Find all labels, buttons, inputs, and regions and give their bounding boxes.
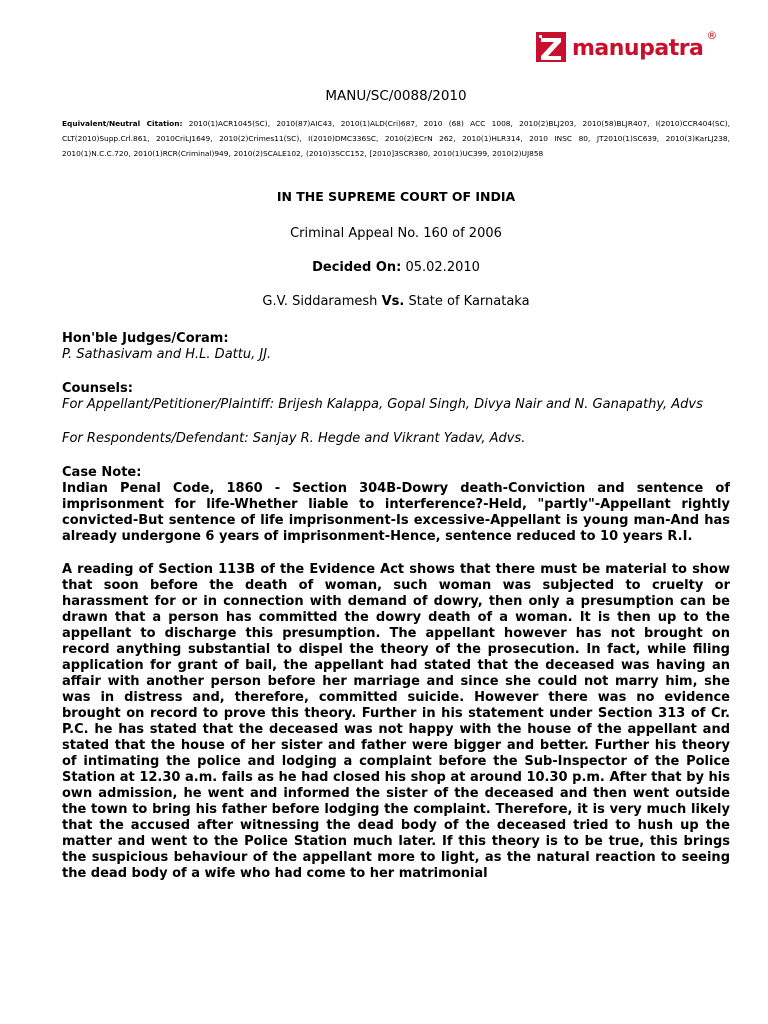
counsels-heading: Counsels: xyxy=(62,381,133,396)
decided-on xyxy=(62,260,730,275)
party-appellant: G.V. Siddaramesh xyxy=(262,294,378,309)
versus-label: Vs. xyxy=(381,294,405,309)
manu-citation-id: MANU/SC/0088/2010 xyxy=(325,88,467,104)
judges-names: P. Sathasivam and H.L. Dattu, JJ. xyxy=(62,347,272,362)
citation-list: 2010(1)ACR1045(SC), 2010(87)AIC43, 2010(1)ALD(Cri)687, 2010 (68) ACC 1008, 2010(2)BLJ203, 2010(58)BLJR407, I(2010)CCR404(SC), CLT(2010)Supp.Crl.861, 2010CriLJ1649, 2010(2)Crimes11(SC), I(2010)DMC336SC, 2010(2)ECrN 262, 2010(1)HLR314, 2010 INSC 80, JT2010(1)SC639, 2010(3)KarLJ238, 2010(1)N.C.C.720, 2010(1)RCR(Criminal)949, 2010(2)SCALE102, (2010)3SCC152, [2010]3SCR380, 2010(1)UC399, 2010(2)UJ858 xyxy=(62,119,730,158)
manupatra-logo xyxy=(536,30,717,64)
manupatra-logo-icon xyxy=(536,30,566,64)
decided-label: Decided On: xyxy=(312,260,402,275)
counsel-appellant: For Appellant/Petitioner/Plaintiff: Brijesh Kalappa, Gopal Singh, Divya Nair and N. Ganapathy, Advs xyxy=(62,397,703,412)
case-note-text: Indian Penal Code, 1860 - Section 304B-Dowry death-Conviction and sentence of imprisonment for life-Whether liable to interference?-Held, "partly"-Appellant rightly convicted-But sentence of life imprisonment-Is excessive-Appellant is young man-And has already undergone 6 years of imprisonment-Hence, sentence reduced to 10 years R.I. xyxy=(62,481,730,544)
case-note-heading: Case Note: xyxy=(62,465,142,480)
decided-date: 05.02.2010 xyxy=(405,260,480,275)
judges-section xyxy=(62,331,730,363)
document-body xyxy=(62,88,730,899)
case-paragraph: A reading of Section 113B of the Evidence Act shows that there must be material to show that soon before the death of woman, such woman was subjected to cruelty or harassment for or in connection with demand of dowry, then only a presumption can be drawn that a person has committed the dowry death of a woman. It is then up to the appellant to discharge this presumption. The appellant however has not brought on record anything substantial to dispel the theory of the prosecution. In fact, while filing application for grant of bail, the appellant had stated that the deceased was having an affair with another person before her marriage and since she could not marry him, she was in distress and, therefore, committed suicide. However there was no evidence brought on record to prove this theory. Further in his statement under Section 313 of Cr. P.C. he has stated that the deceased was not happy with the house of the appellant and stated that the house of her sister and father were bigger and better. Further his theory of intimating the police and lodging a complaint before the Sub-Inspector of the Police Station at 12.30 a.m. fails as he had closed his shop at around 10.30 p.m. After that by his own admission, he went and informed the sister of the deceased and then went outside the town to bring his father before lodging the complaint. Therefore, it is very much likely that the accused after witnessing the dead body of the deceased tried to hush up the matter and went to the Police Station much later. If this theory is to be true, this brings the suspicious behaviour of the appellant more to light, as the natural reaction to seeing the dead body of a wife who had come to her matrimonial xyxy=(62,562,730,881)
case-note-section xyxy=(62,465,730,882)
counsel-respondent: For Respondents/Defendant: Sanjay R. Hegde and Vikrant Yadav, Advs. xyxy=(62,431,526,446)
party-respondent: State of Karnataka xyxy=(408,294,530,309)
judges-heading: Hon'ble Judges/Coram: xyxy=(62,331,229,346)
case-parties xyxy=(62,294,730,309)
appeal-number: Criminal Appeal No. 160 of 2006 xyxy=(290,226,502,241)
equivalent-citations xyxy=(62,116,730,161)
counsels-section xyxy=(62,381,730,447)
logo-registered-mark: ® xyxy=(706,28,718,42)
logo-wordmark: manupatra xyxy=(572,36,704,61)
court-name: IN THE SUPREME COURT OF INDIA xyxy=(276,189,516,204)
citation-label: Equivalent/Neutral Citation: xyxy=(62,119,183,128)
